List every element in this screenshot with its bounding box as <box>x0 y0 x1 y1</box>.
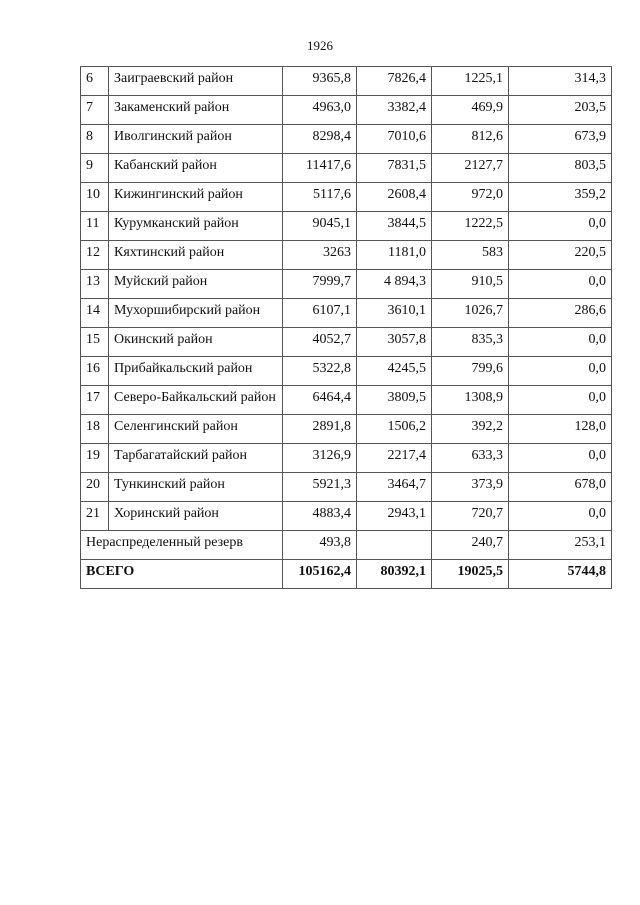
value-3: 972,0 <box>432 183 509 212</box>
value-3: 1026,7 <box>432 299 509 328</box>
district-name: Мухоршибирский район <box>109 299 283 328</box>
table-row <box>81 270 612 299</box>
table-row <box>81 241 612 270</box>
reserve-label: Нераспределенный резерв <box>81 531 283 560</box>
district-name: Кабанский район <box>109 154 283 183</box>
value-4: 286,6 <box>509 299 612 328</box>
value-4: 0,0 <box>509 212 612 241</box>
table-row <box>81 386 612 415</box>
value-1: 5921,3 <box>283 473 357 502</box>
district-name: Селенгинский район <box>109 415 283 444</box>
district-name: Северо-Байкальский район <box>109 386 283 415</box>
table-row <box>81 473 612 502</box>
value-2: 3809,5 <box>357 386 432 415</box>
value-3: 1222,5 <box>432 212 509 241</box>
row-index: 8 <box>81 125 109 154</box>
value-2: 3610,1 <box>357 299 432 328</box>
value-4: 0,0 <box>509 502 612 531</box>
value-4: 220,5 <box>509 241 612 270</box>
table-row <box>81 183 612 212</box>
row-index: 10 <box>81 183 109 212</box>
reserve-row <box>81 531 612 560</box>
value-3: 835,3 <box>432 328 509 357</box>
total-value-4: 5744,8 <box>509 560 612 589</box>
reserve-value-1: 493,8 <box>283 531 357 560</box>
value-2: 4245,5 <box>357 357 432 386</box>
value-1: 3126,9 <box>283 444 357 473</box>
table-row <box>81 67 612 96</box>
reserve-value-3: 240,7 <box>432 531 509 560</box>
row-index: 18 <box>81 415 109 444</box>
value-4: 678,0 <box>509 473 612 502</box>
value-1: 4052,7 <box>283 328 357 357</box>
value-3: 812,6 <box>432 125 509 154</box>
row-index: 14 <box>81 299 109 328</box>
row-index: 21 <box>81 502 109 531</box>
value-1: 4883,4 <box>283 502 357 531</box>
row-index: 17 <box>81 386 109 415</box>
page-number: 1926 <box>307 38 333 53</box>
value-2: 3844,5 <box>357 212 432 241</box>
value-2: 1181,0 <box>357 241 432 270</box>
value-3: 799,6 <box>432 357 509 386</box>
value-2: 7831,5 <box>357 154 432 183</box>
value-4: 128,0 <box>509 415 612 444</box>
value-4: 803,5 <box>509 154 612 183</box>
reserve-value-2 <box>357 531 432 560</box>
table-row <box>81 444 612 473</box>
value-4: 673,9 <box>509 125 612 154</box>
district-name: Иволгинский район <box>109 125 283 154</box>
row-index: 13 <box>81 270 109 299</box>
value-3: 1308,9 <box>432 386 509 415</box>
value-2: 7010,6 <box>357 125 432 154</box>
table-row <box>81 357 612 386</box>
district-name: Хоринский район <box>109 502 283 531</box>
value-1: 5322,8 <box>283 357 357 386</box>
row-index: 16 <box>81 357 109 386</box>
value-2: 7826,4 <box>357 67 432 96</box>
district-name: Кяхтинский район <box>109 241 283 270</box>
district-name: Муйский район <box>109 270 283 299</box>
table-row <box>81 212 612 241</box>
value-1: 9365,8 <box>283 67 357 96</box>
row-index: 7 <box>81 96 109 125</box>
value-4: 0,0 <box>509 357 612 386</box>
value-4: 314,3 <box>509 67 612 96</box>
value-3: 392,2 <box>432 415 509 444</box>
value-2: 3382,4 <box>357 96 432 125</box>
value-2: 2217,4 <box>357 444 432 473</box>
value-2: 1506,2 <box>357 415 432 444</box>
budget-table <box>80 66 612 589</box>
value-1: 3263 <box>283 241 357 270</box>
total-value-3: 19025,5 <box>432 560 509 589</box>
value-1: 6464,4 <box>283 386 357 415</box>
table-row <box>81 502 612 531</box>
value-4: 0,0 <box>509 270 612 299</box>
district-name: Тарбагатайский район <box>109 444 283 473</box>
row-index: 12 <box>81 241 109 270</box>
value-1: 2891,8 <box>283 415 357 444</box>
value-3: 633,3 <box>432 444 509 473</box>
district-name: Прибайкальский район <box>109 357 283 386</box>
value-2: 2608,4 <box>357 183 432 212</box>
value-1: 8298,4 <box>283 125 357 154</box>
row-index: 11 <box>81 212 109 241</box>
value-3: 2127,7 <box>432 154 509 183</box>
value-1: 6107,1 <box>283 299 357 328</box>
value-3: 583 <box>432 241 509 270</box>
value-2: 3057,8 <box>357 328 432 357</box>
district-name: Курумканский район <box>109 212 283 241</box>
district-name: Закаменский район <box>109 96 283 125</box>
value-4: 359,2 <box>509 183 612 212</box>
value-3: 720,7 <box>432 502 509 531</box>
value-4: 0,0 <box>509 444 612 473</box>
table-row <box>81 299 612 328</box>
district-name: Тункинский район <box>109 473 283 502</box>
value-1: 11417,6 <box>283 154 357 183</box>
district-name: Заиграевский район <box>109 67 283 96</box>
table-row <box>81 154 612 183</box>
row-index: 9 <box>81 154 109 183</box>
value-2: 4 894,3 <box>357 270 432 299</box>
district-name: Кижингинский район <box>109 183 283 212</box>
value-2: 2943,1 <box>357 502 432 531</box>
row-index: 19 <box>81 444 109 473</box>
total-label: ВСЕГО <box>81 560 283 589</box>
value-2: 3464,7 <box>357 473 432 502</box>
total-row <box>81 560 612 589</box>
value-3: 469,9 <box>432 96 509 125</box>
district-name: Окинский район <box>109 328 283 357</box>
value-1: 5117,6 <box>283 183 357 212</box>
total-value-2: 80392,1 <box>357 560 432 589</box>
reserve-value-4: 253,1 <box>509 531 612 560</box>
table-row <box>81 96 612 125</box>
value-1: 9045,1 <box>283 212 357 241</box>
table-body <box>81 67 612 589</box>
row-index: 6 <box>81 67 109 96</box>
value-3: 373,9 <box>432 473 509 502</box>
row-index: 15 <box>81 328 109 357</box>
value-4: 203,5 <box>509 96 612 125</box>
value-3: 1225,1 <box>432 67 509 96</box>
value-1: 7999,7 <box>283 270 357 299</box>
value-4: 0,0 <box>509 386 612 415</box>
value-3: 910,5 <box>432 270 509 299</box>
value-4: 0,0 <box>509 328 612 357</box>
total-value-1: 105162,4 <box>283 560 357 589</box>
table-row <box>81 415 612 444</box>
table-row <box>81 125 612 154</box>
value-1: 4963,0 <box>283 96 357 125</box>
table-row <box>81 328 612 357</box>
row-index: 20 <box>81 473 109 502</box>
